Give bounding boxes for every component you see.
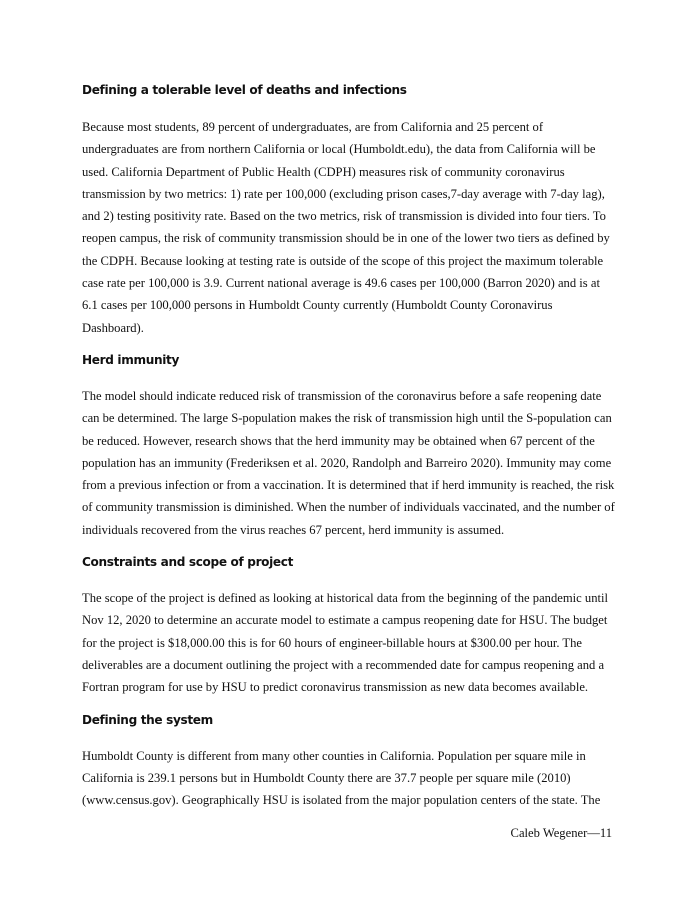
section-heading-herd-immunity: Herd immunity [82,352,179,367]
section-body-constraints-scope: The scope of the project is defined as looking at historical data from the beginning of the pandemic until Nov 12, 2020 to determine an accurate model to estimate a campus reopening date for HSU. The budget for the project is $18,000.00 this is for 60 hours of engineer-billable hours at $300.00 per hour. The deliverables are a document outlining the project with a recommended date for campus reopening and a Fortran program for use by HSU to predict coronavirus transmission as new data becomes available. [82,591,608,695]
section-heading-defining-system: Defining the system [82,712,213,727]
page-content [82,81,615,811]
section-body-defining-system: Humboldt County is different from many other counties in California. Population per square mile in California is 239.1 persons but in Humboldt County there are 37.7 people per square mile (2010) (www.census.gov). Geographically HSU is isolated from the major population centers of the state. The [82,748,601,808]
section-heading-tolerable-level: Defining a tolerable level of deaths and infections [82,83,407,97]
section-heading-constraints-scope: Constraints and scope of project [82,555,294,570]
page-footer-author-page-number: Caleb Wegener—11 [510,826,612,840]
section-body-tolerable-level: Because most students, 89 percent of undergraduates, are from California and 25 percent of undergraduates are from northern California or local (Humboldt.edu), the data from California will be used. California Department of Public Health (CDPH) measures risk of community coronavirus transmission by two metrics: 1) rate per 100,000 (excluding prison cases,7-day average with 7-day lag), and 2) testing positivity rate. Based on the two metrics, risk of transmission is divided into four tiers. To reopen campus, the risk of community transmission should be in one of the lower two tiers as defined by the CDPH. Because looking at testing rate is outside of the scope of this project the maximum tolerable case rate per 100,000 is 3.9. Current national average is 49.6 cases per 100,000 (Barron 2020) and is at 6.1 cases per 100,000 persons in Humboldt County currently (Humboldt County Coronavirus Dashboard). [82,120,610,335]
section-body-herd-immunity: The model should indicate reduced risk of transmission of the coronavirus before a safe reopening date can be determined. The large S-population makes the risk of transmission high until the S-population can be reduced. However, research shows that the herd immunity may be obtained when 67 percent of the population has an immunity (Frederiksen et al. 2020, Randolph and Barreiro 2020). Immunity may come from a previous infection or from a vaccination. It is determined that if herd immunity is reached, the risk of community transmission is diminished. When the number of individuals vaccinated, and the number of individuals recovered from the virus reaches 67 percent, herd immunity is assumed. [82,388,615,537]
